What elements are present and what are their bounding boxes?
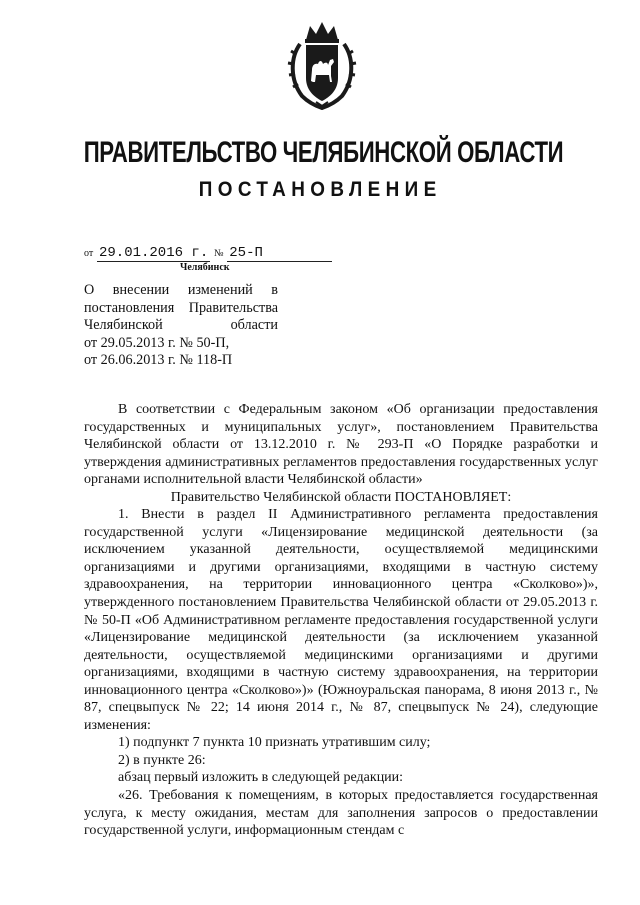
clause-paragraph: 1. Внести в раздел II Административного регламента предоставления государственной услуги «Лицензирование медицинской деятельности (за исключением указанной деятельности, осуществляемой медицинскими организациями и другими организациями, входящими в частную систему здравоохранения, на территории инновационного центра «Сколково»)», утвержденного постановлением Правительства Челябинской области от 29.05.2013 г. № 50-П «Об Административном регламенте предоставления государственной услуги «Лицензирование медицинской деятельности (за исключением указанной деятельности, осуществляемой медицинскими организациями и другими организациями, входящими в частную систему здравоохранения, на территории инновационного центра «Сколково»)» (Южноуральская панорама, 8 июня 2013 г., № 87, спецвыпуск № 22; 14 июня 2014 г., № 87, спецвыпуск № 24), следующие изменения:	[84, 507, 598, 733]
clause-paragraph: абзац первый изложить в следующей редакции:	[118, 770, 404, 786]
document-number: 25-П	[227, 245, 332, 262]
subject-line: О внесении изменений в	[84, 282, 278, 298]
chelyabinsk-coat-of-arms-icon	[286, 18, 358, 110]
document-date: 29.01.2016 г.	[99, 245, 209, 261]
document-type-heading: ПОСТАНОВЛЕНИЕ	[198, 178, 442, 201]
subject-line: Челябинской области	[84, 317, 278, 334]
date-prefix: от	[84, 248, 94, 259]
government-title: ПРАВИТЕЛЬСТВО ЧЕЛЯБИНСКОЙ ОБЛАСТИ	[83, 136, 564, 169]
resolution-statement: Правительство Челябинской области ПОСТАНОВЛЯЕТ:	[170, 489, 512, 505]
clause-paragraph: 1) подпункт 7 пункта 10 признать утратившим силу;	[118, 735, 431, 751]
city-label: Челябинск	[180, 262, 230, 273]
subject-line: от 26.06.2013 г. № 118-П	[84, 352, 233, 369]
clause-paragraph: 2) в пункте 26:	[118, 752, 206, 768]
clause-paragraph: «26. Требования к помещениям, в которых предоставляется государственная услуга, к месту ожидания, местам для заполнения запросов о предоставлении государственной услуги, информационным стендам с	[84, 788, 598, 839]
document-body	[84, 401, 598, 840]
number-sign: №	[213, 248, 224, 259]
subject-line: от 29.05.2013 г. № 50-П,	[84, 334, 230, 351]
preamble-paragraph: В соответствии с Федеральным законом «Об организации предоставления государственных и муниципальных услуг», постановлением Правительства Челябинской области от 13.12.2010 г. № 293-П «О Порядке разработки и утверждения административных регламентов предоставления государственных услуг органами исполнительной власти Челябинской области»	[84, 402, 598, 488]
subject-line: постановления Правительства	[84, 299, 278, 316]
document-subject	[84, 282, 278, 370]
